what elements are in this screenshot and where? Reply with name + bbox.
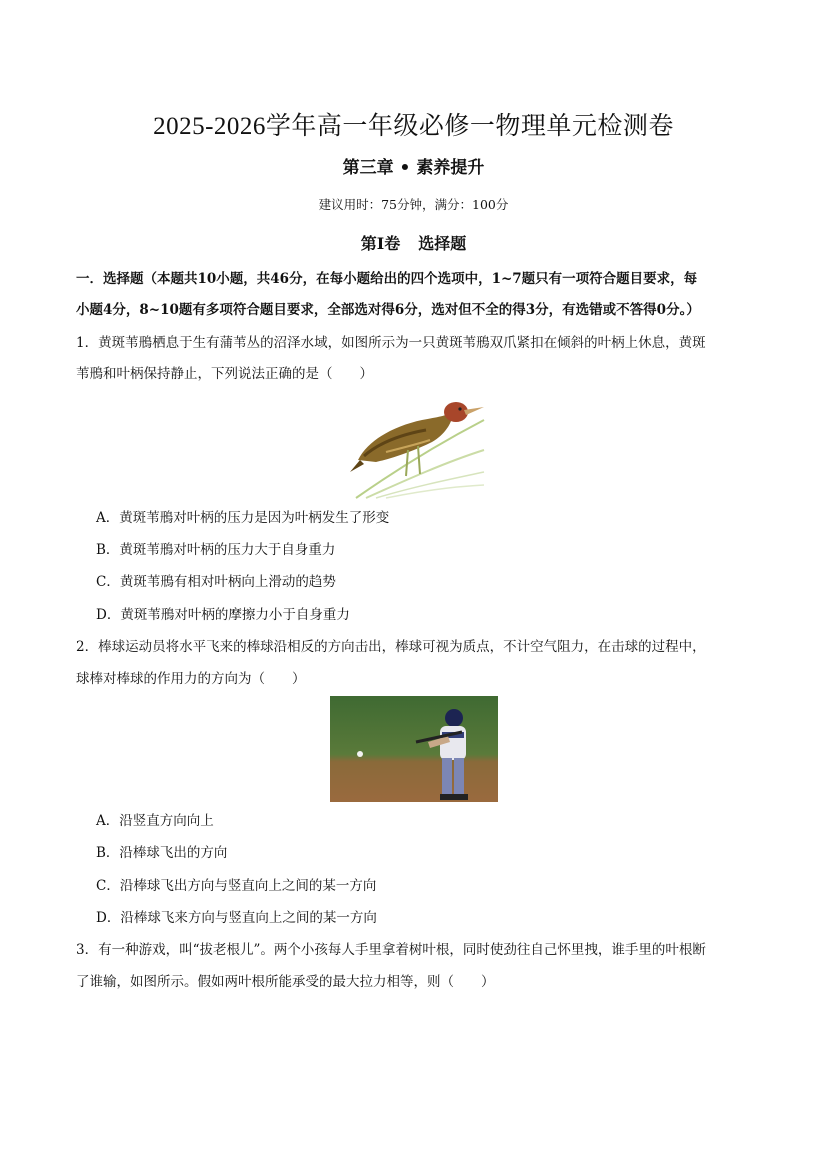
question-2-option-b: B．沿棒球飞出的方向 (96, 845, 228, 861)
exam-title: 2025-2026学年高一年级必修一物理单元检测卷 (153, 113, 674, 140)
baseball-batter-image (330, 696, 498, 802)
question-1-line-1: 1．黄斑苇鳽栖息于生有蒲苇丛的沼泽水域，如图所示为一只黄斑苇鳽双爪紧扣在倾斜的叶柄上休息，黄斑 (76, 335, 706, 351)
question-3-line-1: 3．有一种游戏，叫“拔老根儿”。两个小孩每人手里拿着树叶根，同时使劲往自己怀里拽，谁手里的叶根断 (76, 942, 706, 958)
section-name: 选择题 (418, 234, 467, 253)
question-1-option-b: B．黄斑苇鳽对叶柄的压力大于自身重力 (96, 542, 336, 558)
instructions-line-2: 小题4分，8~10题有多项符合题目要求，全部选对得6分，选对但不全的得3分，有选错或不答得0分。） (76, 302, 700, 318)
question-1-option-d: D．黄斑苇鳽对叶柄的摩擦力小于自身重力 (96, 607, 350, 623)
section-heading (0, 231, 827, 254)
instructions-line-1: 一．选择题（本题共10小题，共46分，在每小题给出的四个选项中，1~7题只有一项符合题目要求，每 (76, 271, 698, 287)
question-3-line-2: 了谁输，如图所示。假如两叶根所能承受的最大拉力相等，则（ ） (76, 974, 495, 990)
question-1-line-2: 苇鳽和叶柄保持静止，下列说法正确的是（ ） (76, 366, 373, 382)
question-2-option-c: C．沿棒球飞出方向与竖直向上之间的某一方向 (96, 878, 377, 894)
bittern-bird-image (346, 390, 486, 500)
question-2-option-a: A．沿竖直方向向上 (96, 813, 214, 829)
question-2-line-1: 2．棒球运动员将水平飞来的棒球沿相反的方向击出，棒球可视为质点，不计空气阻力，在击球的过程中， (76, 639, 706, 655)
time-score-info: 建议用时：75分钟，满分：100分 (318, 197, 509, 212)
question-1-option-c: C．黄斑苇鳽有相对叶柄向上滑动的趋势 (96, 574, 336, 590)
section-volume: 第Ⅰ卷 (360, 234, 401, 253)
question-1-option-a: A．黄斑苇鳽对叶柄的压力是因为叶柄发生了形变 (96, 510, 390, 526)
question-2-line-2: 球棒对棒球的作用力的方向为（ ） (76, 671, 306, 687)
chapter-subtitle: 第三章 • 素养提升 (342, 158, 485, 178)
question-2-option-d: D．沿棒球飞来方向与竖直向上之间的某一方向 (96, 910, 377, 926)
